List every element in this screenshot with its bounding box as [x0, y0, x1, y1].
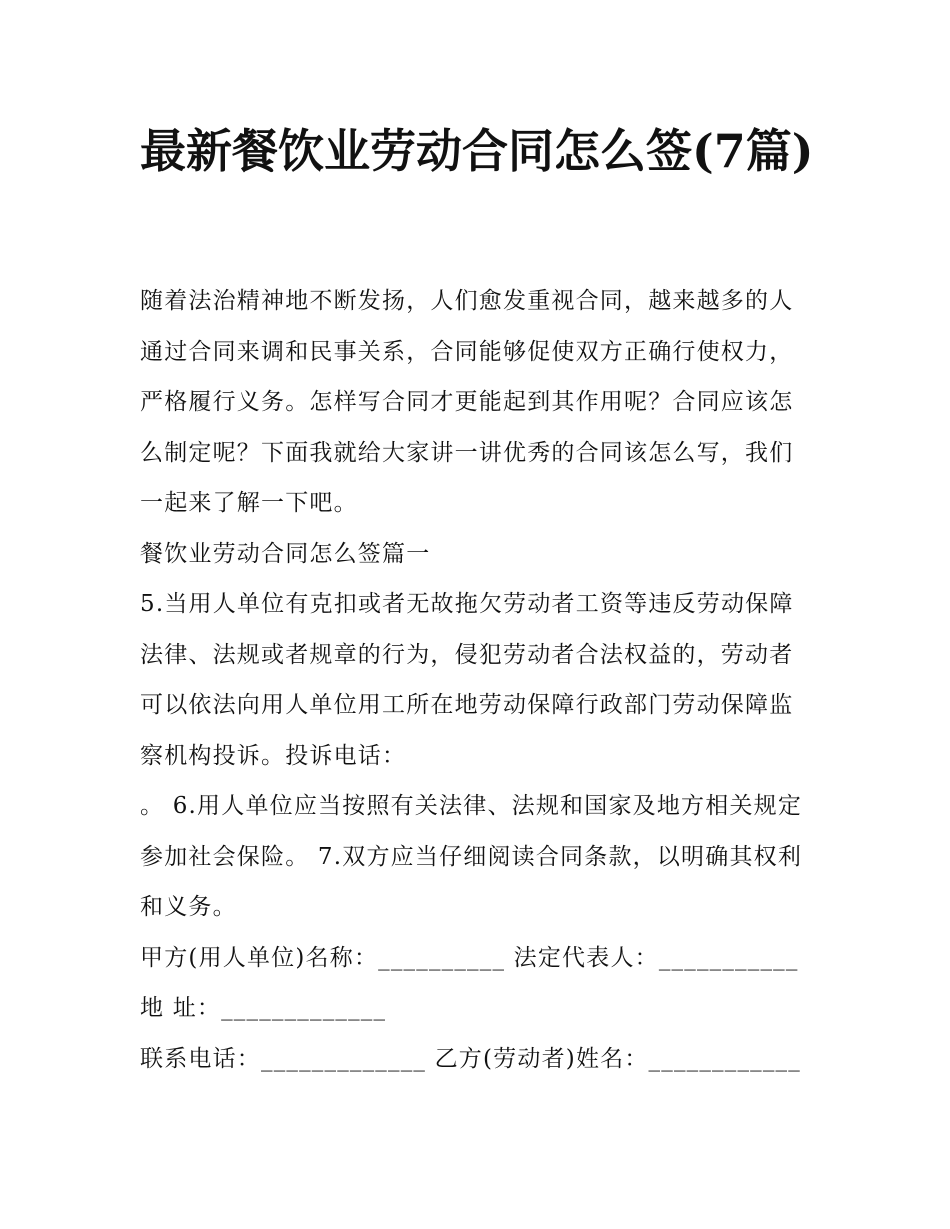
- section-heading: 餐饮业劳动合同怎么签篇一: [140, 540, 431, 567]
- clause-6-7-paragraph: 。 6.用人单位应当按照有关法律、法规和国家及地方相关规定参加社会保险。 7.双方应当仔细阅读合同条款，以明确其权利和义务。: [140, 793, 803, 920]
- intro-paragraph: 随着法治精神地不断发扬，人们愈发重视合同，越来越多的人通过合同来调和民事关系，合同能够促使双方正确行使权力，严格履行义务。怎样写合同才更能起到其作用呢？合同应该怎么制定呢？下面我就给大家讲一讲优秀的合同该怎么写，我们一起来了解一下吧。: [140, 288, 794, 516]
- clause-5-paragraph: 5.当用人单位有克扣或者无故拖欠劳动者工资等违反劳动保障法律、法规或者规章的行为，侵犯劳动者合法权益的，劳动者可以依法向用人单位用工所在地劳动保障行政部门劳动保障监察机构投诉。投诉电话：: [140, 591, 794, 769]
- party-a-line: 甲方(用人单位)名称：__________ 法定代表人：___________: [140, 944, 799, 971]
- document-title: 最新餐饮业劳动合同怎么签(7篇): [140, 124, 814, 178]
- address-line: 地 址：_____________: [140, 995, 387, 1021]
- document-body: [140, 276, 816, 1084]
- contact-line: 联系电话：_____________ 乙方(劳动者)姓名：____________: [140, 1045, 801, 1072]
